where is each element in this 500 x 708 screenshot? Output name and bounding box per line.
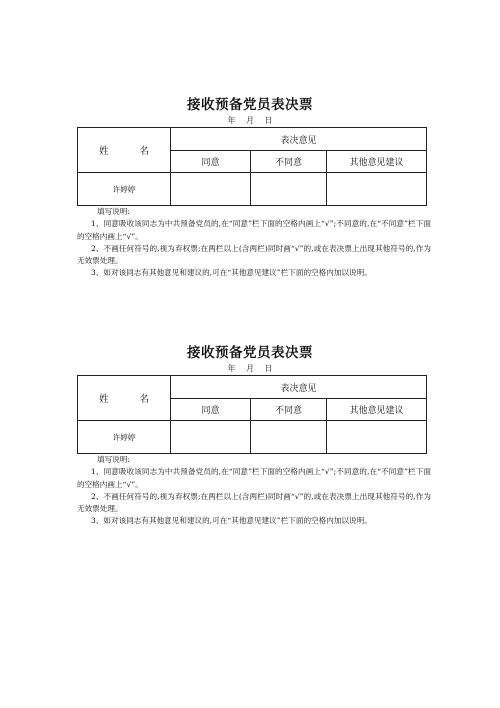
- agree-header: 同意: [171, 151, 251, 173]
- instruction-item-1: 1、同意吸收该同志为中共预备党员的,在“同意”栏下面的空格内画上“√”;不同意的,在“不同意”栏下面的空格内画上“√”。: [77, 467, 431, 489]
- form-title: 接收预备党员表决票: [187, 345, 313, 361]
- agree-header: 同意: [171, 399, 251, 421]
- date-line: 年 月 日: [227, 116, 273, 125]
- instruction-item-2: 2、不画任何符号的,视为弃权票;在两栏以上(含两栏)同时画“√”的,或在表决票上出现其他符号的,作为无效票处理。: [77, 243, 431, 266]
- disagree-header: 不同意: [251, 399, 327, 421]
- date-line: 年 月 日: [227, 364, 273, 373]
- instruction-item-3: 3、如对该同志有其他意见和建议的,可在“其他意见建议”栏下面的空格内加以说明。: [91, 268, 372, 278]
- agree-cell[interactable]: [171, 173, 251, 206]
- instructions-heading: 填写说明:: [97, 455, 130, 464]
- candidate-name: 许婷婷: [78, 421, 171, 454]
- opinion-header: 表决意见: [171, 376, 427, 399]
- other-opinion-header: 其他意见建议: [327, 151, 427, 173]
- instructions: [77, 454, 431, 528]
- other-opinion-cell[interactable]: [327, 421, 427, 454]
- disagree-cell[interactable]: [251, 173, 327, 206]
- form-title: 接收预备党员表决票: [187, 97, 313, 113]
- instruction-item-3: 3、如对该同志有其他意见和建议的,可在“其他意见建议”栏下面的空格内加以说明。: [91, 516, 372, 526]
- vote-table: [77, 127, 427, 206]
- instructions-heading: 填写说明:: [97, 207, 130, 216]
- instruction-item-1: 1、同意吸收该同志为中共预备党员的,在“同意”栏下面的空格内画上“√”;不同意的,在“不同意”栏下面的空格内画上“√”。: [77, 219, 431, 241]
- agree-cell[interactable]: [171, 421, 251, 454]
- name-header: 姓 名: [78, 376, 171, 421]
- vote-table: [77, 375, 427, 454]
- name-header: 姓 名: [78, 128, 171, 173]
- instruction-item-2: 2、不画任何符号的,视为弃权票;在两栏以上(含两栏)同时画“√”的,或在表决票上出现其他符号的,作为无效票处理。: [77, 491, 431, 514]
- instructions: [77, 206, 431, 280]
- candidate-name: 许婷婷: [78, 173, 171, 206]
- disagree-header: 不同意: [251, 151, 327, 173]
- other-opinion-cell[interactable]: [327, 173, 427, 206]
- opinion-header: 表决意见: [171, 128, 427, 151]
- other-opinion-header: 其他意见建议: [327, 399, 427, 421]
- disagree-cell[interactable]: [251, 421, 327, 454]
